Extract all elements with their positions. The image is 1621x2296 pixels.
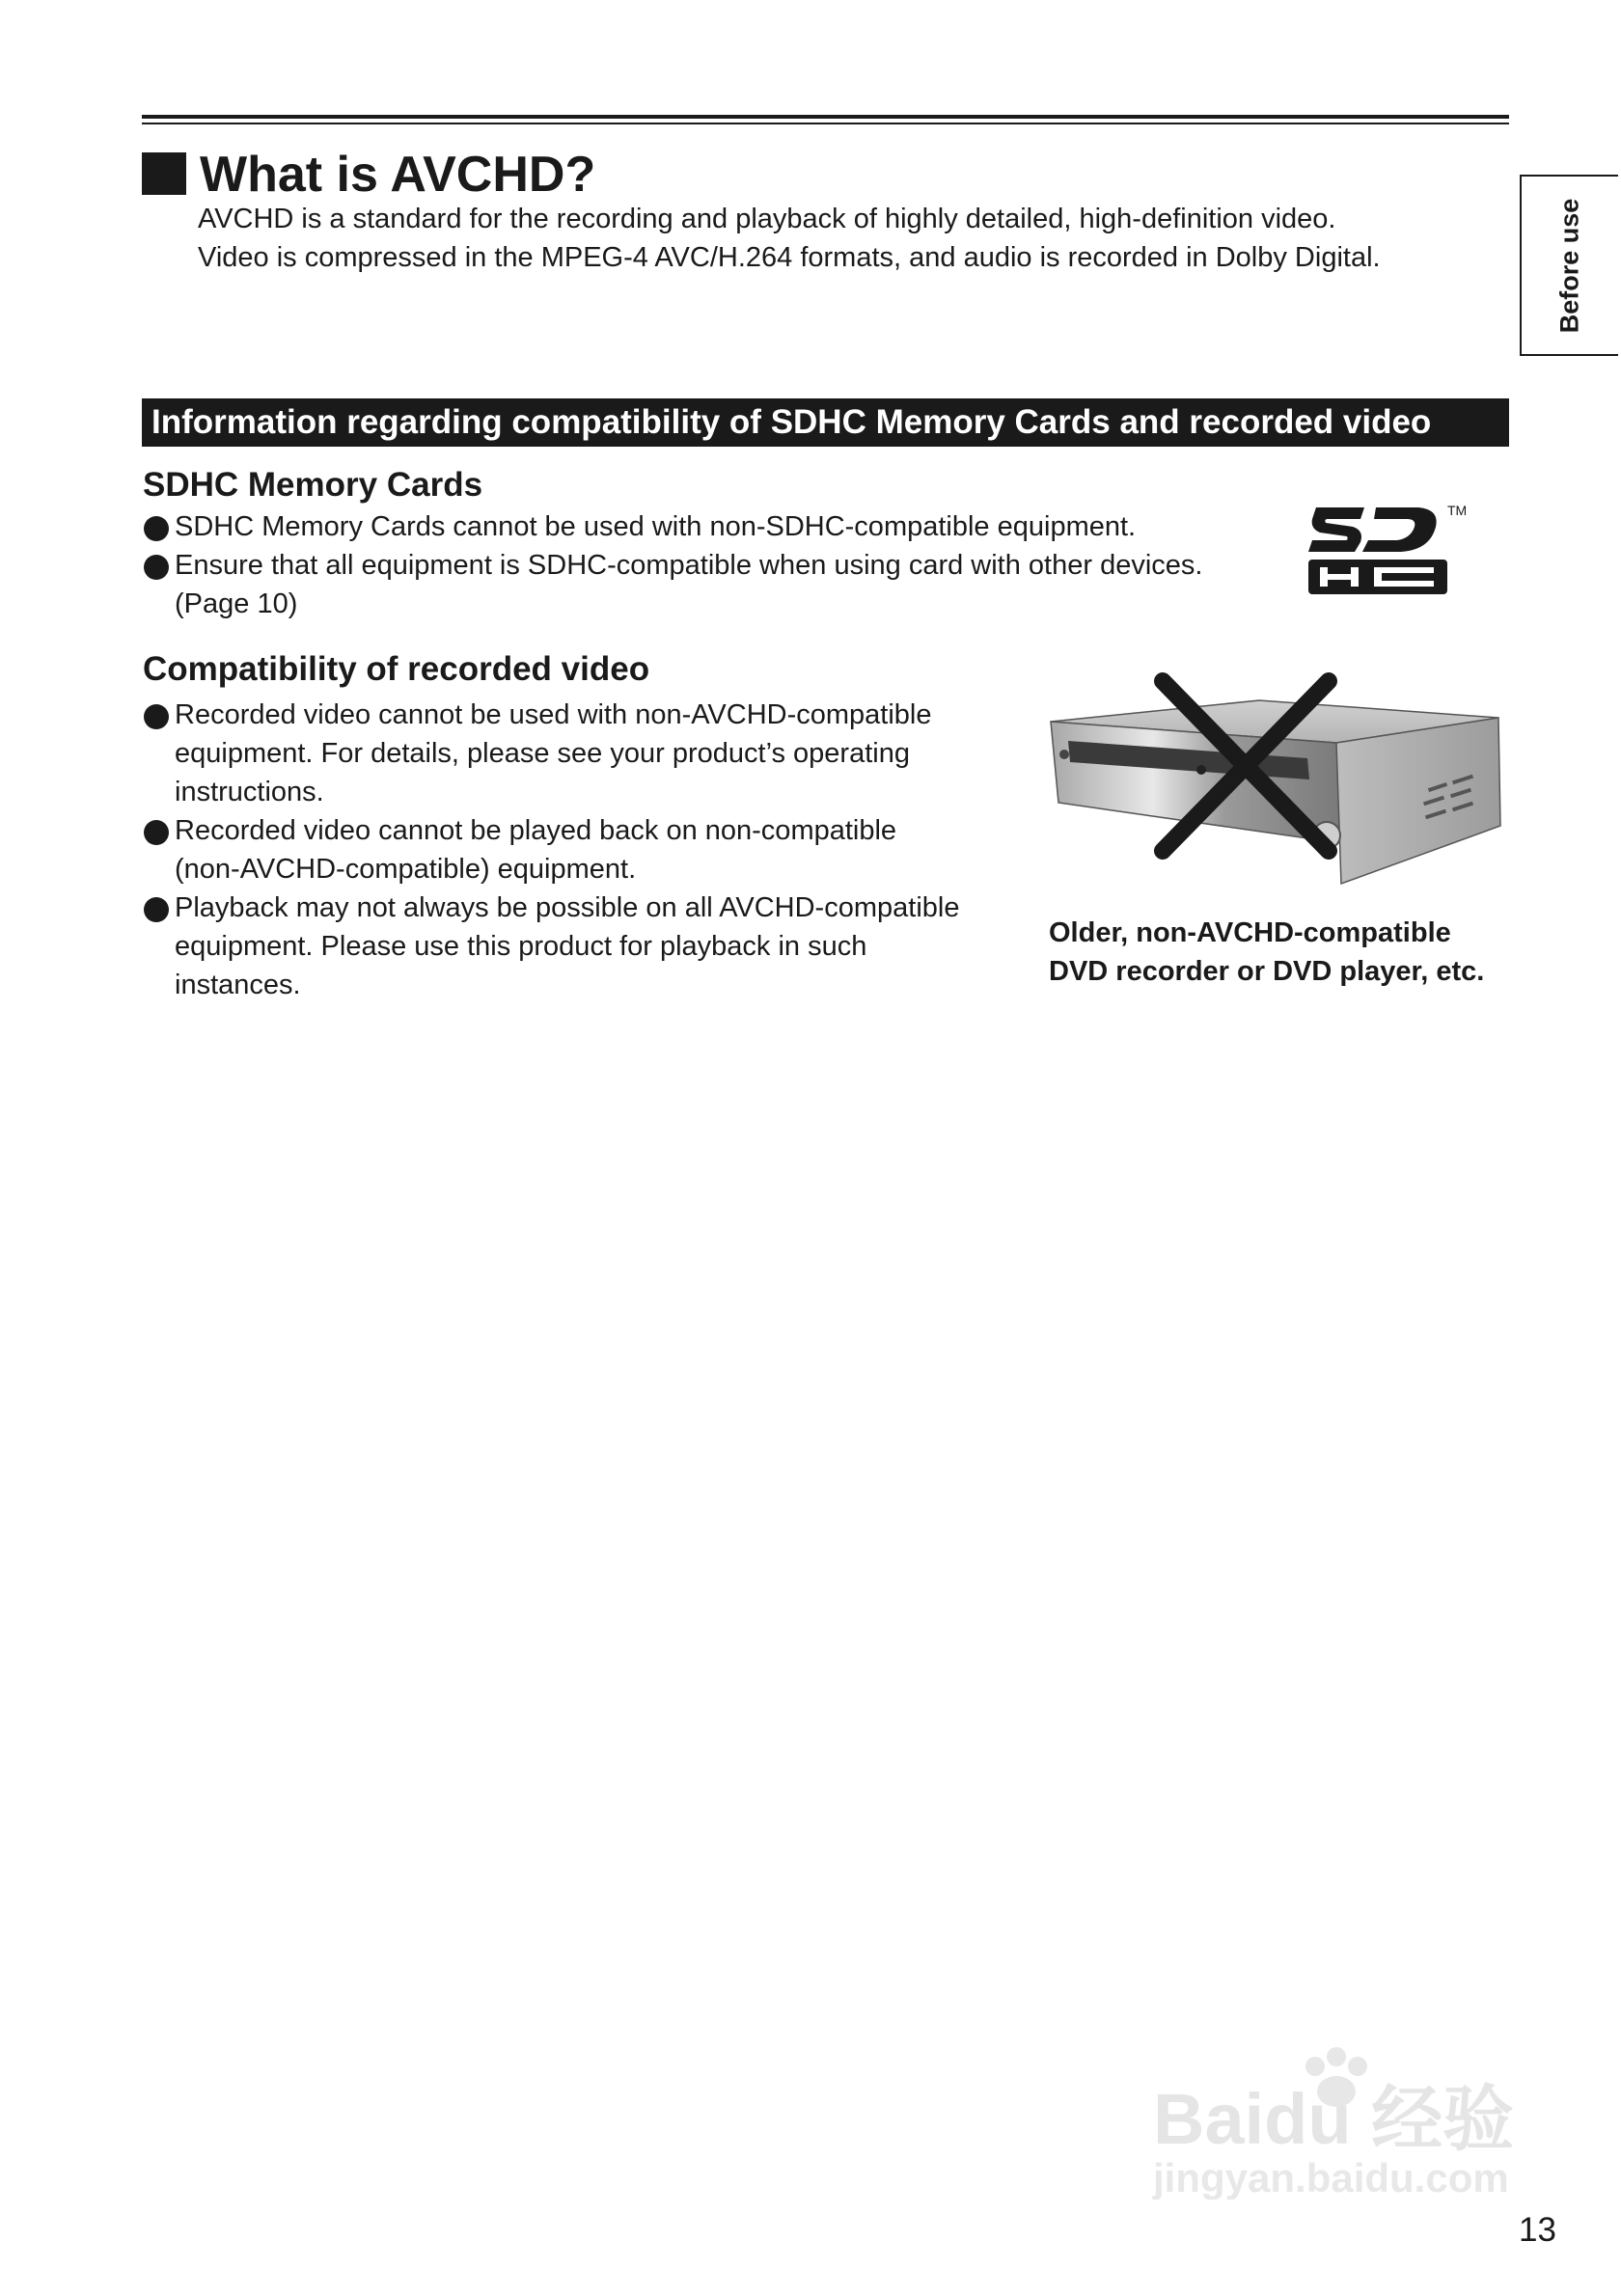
list-item (142, 811, 1010, 888)
list-item (142, 696, 1010, 811)
page-number: 13 (1519, 2211, 1556, 2249)
list-item-line: instructions. (175, 777, 324, 807)
sdhc-heading: SDHC Memory Cards (143, 466, 483, 504)
list-item-line: Recorded video cannot be used with non-AVCHD-compatible (175, 699, 932, 730)
baidu-watermark (1143, 2036, 1539, 2200)
side-tab-before-use[interactable] (1520, 175, 1618, 356)
sdhc-logo-icon (1305, 498, 1473, 599)
page-title: What is AVCHD? (200, 147, 596, 203)
top-rule-thin (142, 123, 1509, 124)
list-item (142, 546, 1271, 623)
list-item-line: equipment. Please use this product for playback in such (175, 931, 867, 962)
side-tab-label: Before use (1554, 198, 1584, 333)
top-rule (142, 115, 1509, 119)
trademark-mark: TM (1447, 503, 1468, 518)
section-banner: Information regarding compatibility of SDHC Memory Cards and recorded video (142, 398, 1509, 447)
list-item-line: instances. (175, 970, 301, 1000)
heading-square-icon (142, 152, 186, 195)
sdhc-bullet-list (142, 507, 1271, 623)
list-item-line: Recorded video cannot be played back on non-compatible (175, 815, 897, 846)
list-item-line: (non-AVCHD-compatible) equipment. (175, 854, 637, 885)
list-item-line: equipment. For details, please see your product’s operating (175, 738, 910, 769)
recorder-caption (1049, 914, 1484, 991)
caption-line: DVD recorder or DVD player, etc. (1049, 956, 1485, 987)
caption-line: Older, non-AVCHD-compatible (1049, 917, 1451, 948)
watermark-brand: Baidu 经验 (1153, 2079, 1515, 2159)
dvd-recorder-illustration (1047, 662, 1505, 893)
list-item-text: Ensure that all equipment is SDHC-compatible when using card with other devices. (175, 550, 1203, 581)
list-item-line: Playback may not always be possible on all AVCHD-compatible (175, 892, 960, 923)
video-bullet-list (142, 696, 1010, 1004)
intro-line: AVCHD is a standard for the recording and playback of highly detailed, high-definition video. (198, 204, 1336, 234)
list-item (142, 888, 1010, 1004)
list-item: SDHC Memory Cards cannot be used with non-SDHC-compatible equipment. (142, 507, 1271, 546)
intro-paragraph (198, 200, 1381, 277)
watermark-url: jingyan.baidu.com (1153, 2155, 1509, 2200)
page-reference: (Page 10) (175, 588, 298, 619)
video-heading: Compatibility of recorded video (143, 650, 650, 688)
intro-line: Video is compressed in the MPEG-4 AVC/H.264 formats, and audio is recorded in Dolby Digital. (198, 242, 1381, 273)
